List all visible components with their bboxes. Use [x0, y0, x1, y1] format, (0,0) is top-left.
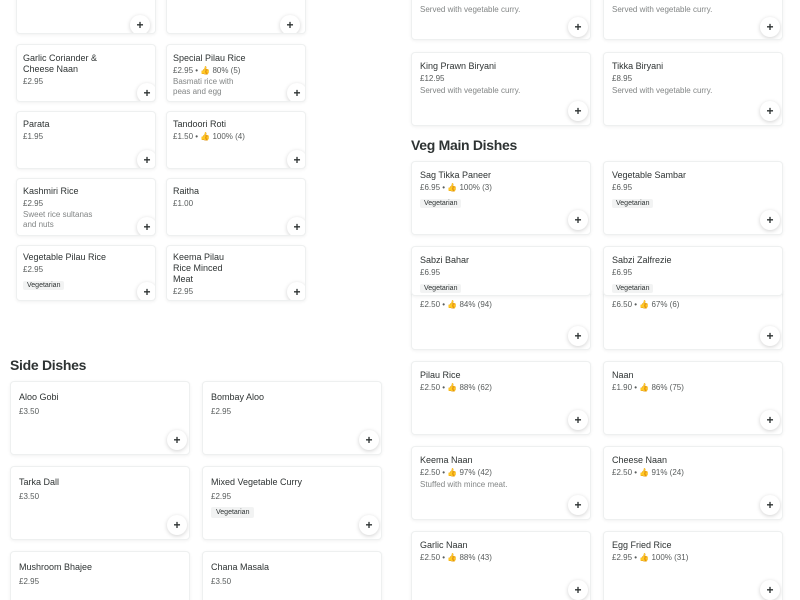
- menu-item-card-partial[interactable]: [603, 0, 783, 40]
- add-item-button[interactable]: +: [137, 150, 156, 169]
- menu-item-card[interactable]: [202, 466, 382, 540]
- section-heading-veg-main-dishes: Veg Main Dishes: [411, 137, 517, 153]
- add-item-button[interactable]: +: [137, 282, 156, 301]
- menu-item-card[interactable]: [411, 531, 591, 600]
- item-price: £8.95: [612, 74, 633, 83]
- menu-item-card[interactable]: [603, 446, 783, 520]
- menu-item-card[interactable]: [603, 531, 783, 600]
- item-name: Mushroom Bhajee: [19, 562, 93, 572]
- item-name: King Prawn Biryani: [420, 61, 497, 71]
- menu-item-card-partial[interactable]: [166, 0, 306, 34]
- add-item-button[interactable]: +: [760, 495, 780, 515]
- vegetarian-badge: Vegetarian: [211, 507, 254, 518]
- add-item-button[interactable]: +: [760, 101, 780, 121]
- menu-item-card[interactable]: [202, 381, 382, 455]
- add-item-button[interactable]: +: [287, 83, 306, 102]
- item-price-rating: £2.50 • 👍 84% (94): [420, 300, 492, 309]
- item-price: £2.95: [19, 577, 40, 586]
- menu-item-card[interactable]: [16, 178, 156, 236]
- item-price: £3.50: [211, 577, 232, 586]
- add-item-button[interactable]: +: [568, 580, 588, 600]
- item-name: Kashmiri Rice: [23, 186, 79, 196]
- add-item-button[interactable]: +: [760, 580, 780, 600]
- add-item-button[interactable]: +: [568, 17, 588, 37]
- menu-item-card[interactable]: [603, 246, 783, 296]
- add-item-button[interactable]: +: [760, 17, 780, 37]
- item-price-rating: £2.50 • 👍 88% (43): [420, 553, 492, 562]
- add-item-button[interactable]: +: [167, 323, 187, 343]
- menu-item-card[interactable]: [16, 245, 156, 301]
- item-price: £2.95: [211, 407, 232, 416]
- item-price-rating: £6.95 • 👍 100% (3): [420, 183, 492, 192]
- item-price: £1.95: [23, 132, 44, 141]
- item-price-rating: £1.90 • 👍 86% (75): [612, 383, 684, 392]
- menu-item-card[interactable]: [603, 52, 783, 126]
- item-description: Basmati rice with peas and egg: [173, 77, 234, 96]
- item-name: Tandoori Roti: [173, 119, 227, 129]
- item-name: Vegetable Sambar: [612, 170, 687, 180]
- add-item-button[interactable]: +: [137, 217, 156, 236]
- menu-item-card[interactable]: [411, 361, 591, 435]
- add-item-button[interactable]: +: [568, 326, 588, 346]
- item-price: £6.95: [612, 268, 633, 277]
- menu-item-card[interactable]: [603, 161, 783, 235]
- item-price-rating: £2.50 • 👍 97% (42): [420, 468, 492, 477]
- item-name: Mixed Vegetable Curry: [211, 477, 303, 487]
- menu-item-card[interactable]: [166, 111, 306, 169]
- item-price: £12.95: [420, 74, 445, 83]
- add-item-button[interactable]: +: [760, 410, 780, 430]
- item-price: £3.50: [19, 407, 40, 416]
- section-heading-side-dishes: Side Dishes: [10, 357, 87, 373]
- item-price: £2.95: [23, 77, 44, 86]
- item-description: Served with vegetable curry.: [420, 86, 521, 95]
- item-name: Cheese Naan: [612, 455, 668, 465]
- add-item-button[interactable]: +: [760, 210, 780, 230]
- add-item-button[interactable]: +: [287, 150, 306, 169]
- item-name: Egg Fried Rice: [612, 540, 672, 550]
- item-description: Served with vegetable curry.: [612, 5, 713, 14]
- add-item-button[interactable]: +: [167, 430, 187, 450]
- add-item-button[interactable]: +: [568, 101, 588, 121]
- menu-item-card[interactable]: [411, 446, 591, 520]
- item-price: £2.95: [23, 265, 44, 274]
- add-item-button[interactable]: +: [167, 515, 187, 535]
- vegetarian-badge: Vegetarian: [23, 281, 64, 290]
- menu-item-card[interactable]: [16, 44, 156, 102]
- menu-item-card[interactable]: [10, 551, 190, 600]
- item-name: Bombay Aloo: [211, 392, 265, 402]
- item-price: £1.00: [173, 199, 194, 208]
- menu-item-card[interactable]: [202, 551, 382, 600]
- add-item-button[interactable]: +: [568, 210, 588, 230]
- item-price: £2.95: [173, 287, 194, 296]
- item-price-rating: £2.50 • 👍 91% (24): [612, 468, 684, 477]
- item-description: Served with vegetable curry.: [420, 5, 521, 14]
- vegetarian-badge: Vegetarian: [612, 284, 653, 293]
- add-item-button[interactable]: +: [280, 15, 300, 34]
- item-description: Stuffed with mince meat.: [420, 480, 508, 489]
- item-name: Naan: [612, 370, 634, 380]
- menu-item-card[interactable]: [603, 361, 783, 435]
- item-name: Chana Masala: [211, 562, 270, 572]
- menu-item-card-partial[interactable]: [603, 288, 783, 350]
- item-name: Garlic Coriander & Cheese Naan: [23, 53, 98, 74]
- menu-item-card-partial[interactable]: [411, 288, 591, 350]
- item-description: Served with vegetable curry.: [612, 86, 713, 95]
- item-price-rating: £2.50 • 👍 88% (62): [420, 383, 492, 392]
- item-name: Tarka Dall: [19, 477, 60, 487]
- add-item-button[interactable]: +: [359, 515, 379, 535]
- item-name: Sag Tikka Paneer: [420, 170, 492, 180]
- item-name: Aloo Gobi: [19, 392, 59, 402]
- item-name: Garlic Naan: [420, 540, 468, 550]
- item-name: Tikka Biryani: [612, 61, 664, 71]
- item-name: Sabzi Bahar: [420, 255, 470, 265]
- item-price: £3.50: [19, 492, 40, 501]
- item-name: Sabzi Zalfrezie: [612, 255, 672, 265]
- item-name: Pilau Rice: [420, 370, 461, 380]
- menu-item-card[interactable]: [411, 52, 591, 126]
- item-description: Sweet rice sultanas and nuts: [23, 210, 93, 229]
- menu-item-card-partial[interactable]: [16, 0, 156, 34]
- item-name: Special Pilau Rice: [173, 53, 246, 63]
- add-item-button[interactable]: +: [359, 323, 379, 343]
- menu-item-card[interactable]: [411, 246, 591, 296]
- menu-item-card-partial[interactable]: [411, 0, 591, 40]
- vegetarian-badge: Vegetarian: [612, 199, 653, 208]
- menu-item-card[interactable]: [411, 161, 591, 235]
- add-item-button[interactable]: +: [568, 495, 588, 515]
- add-item-button[interactable]: +: [130, 15, 150, 34]
- menu-item-card[interactable]: [10, 466, 190, 540]
- item-price-rating: £2.95 • 👍 80% (5): [173, 66, 241, 75]
- menu-item-card[interactable]: [10, 381, 190, 455]
- item-name: Parata: [23, 119, 50, 129]
- add-item-button[interactable]: +: [760, 326, 780, 346]
- menu-item-card[interactable]: [16, 111, 156, 169]
- add-item-button[interactable]: +: [287, 282, 306, 301]
- item-name: Vegetable Pilau Rice: [23, 252, 107, 262]
- menu-item-card[interactable]: [166, 178, 306, 236]
- item-price-rating: £6.50 • 👍 67% (6): [612, 300, 680, 309]
- vegetarian-badge: Vegetarian: [420, 284, 461, 293]
- item-price: £6.95: [612, 183, 633, 192]
- menu-item-card[interactable]: [166, 44, 306, 102]
- item-price: £2.95: [211, 492, 232, 501]
- item-name: Raitha: [173, 186, 200, 196]
- item-price: £6.95: [420, 268, 441, 277]
- item-price-rating: £1.50 • 👍 100% (4): [173, 132, 245, 141]
- add-item-button[interactable]: +: [287, 217, 306, 236]
- item-price-rating: £2.95 • 👍 100% (31): [612, 553, 689, 562]
- item-price: £2.95: [23, 199, 44, 208]
- item-name: Keema Pilau Rice Minced Meat: [173, 252, 225, 284]
- add-item-button[interactable]: +: [568, 410, 588, 430]
- add-item-button[interactable]: +: [137, 83, 156, 102]
- vegetarian-badge: Vegetarian: [420, 199, 461, 208]
- menu-item-card[interactable]: [166, 245, 306, 301]
- item-name: Keema Naan: [420, 455, 473, 465]
- add-item-button[interactable]: +: [359, 430, 379, 450]
